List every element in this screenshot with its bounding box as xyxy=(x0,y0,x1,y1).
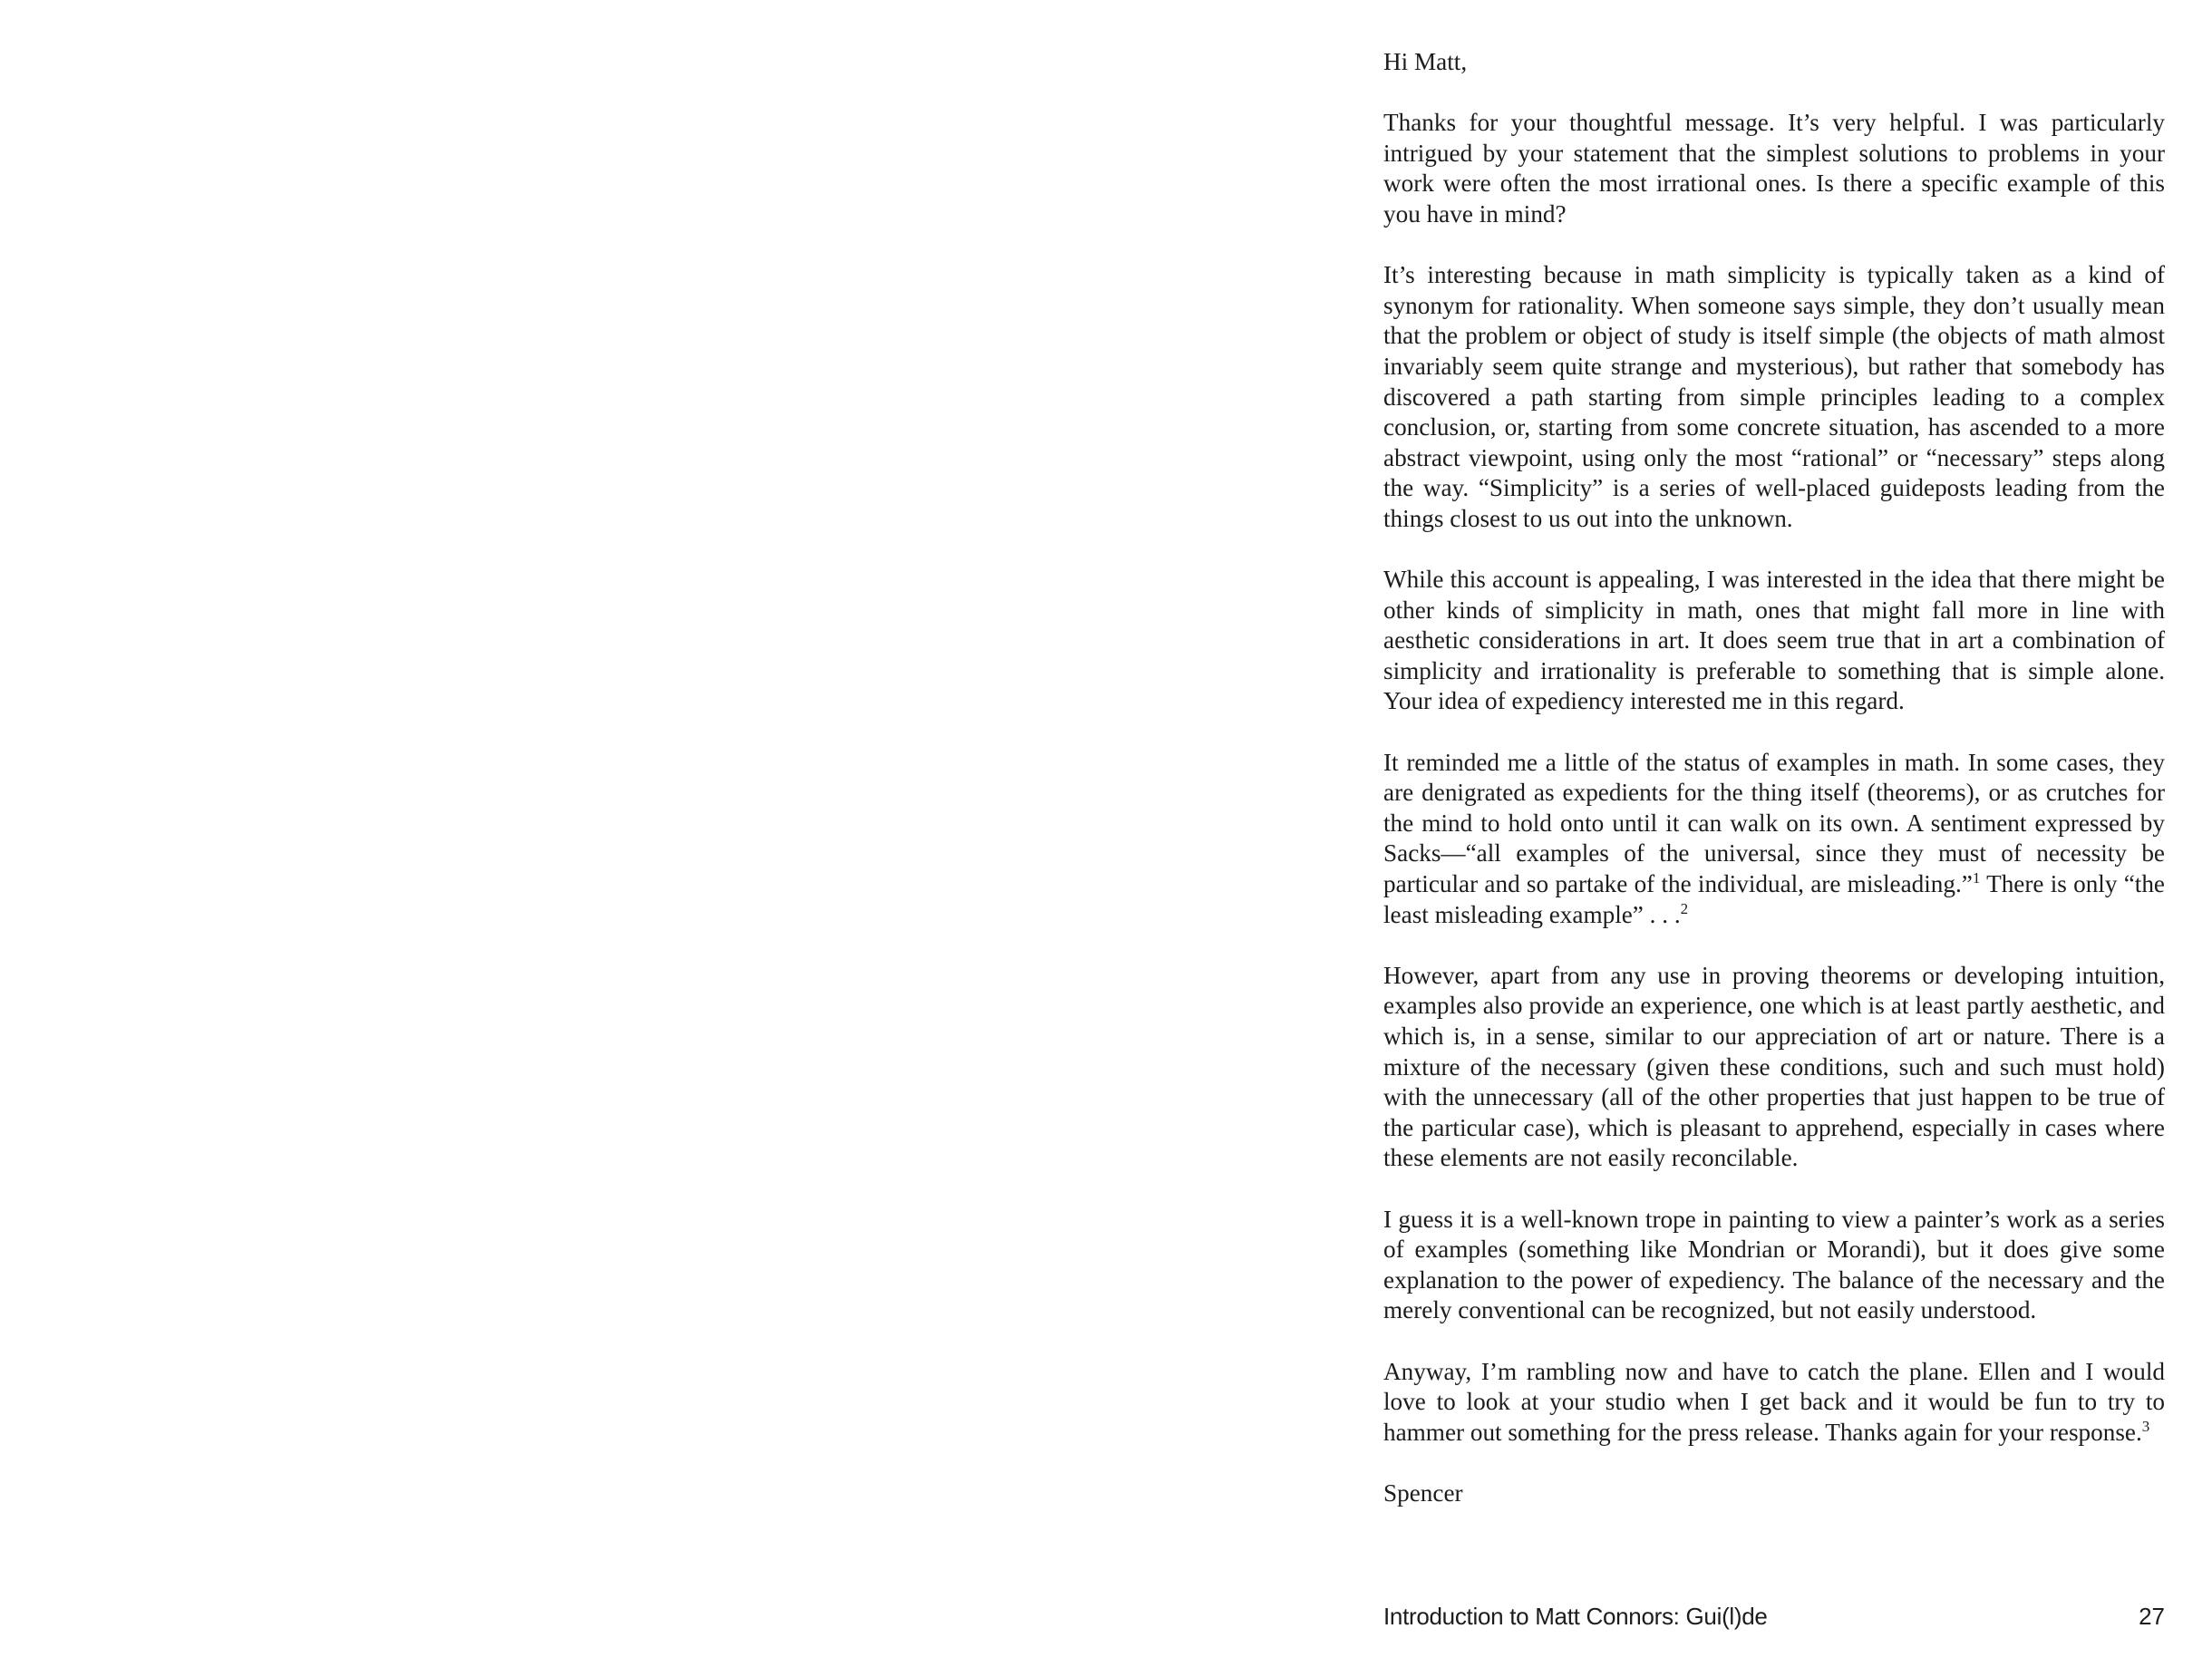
paragraph-closing-text: Anyway, I’m rambling now and have to catch the plane. Ellen and I would love to look at your studio when I get back and it would be fun to try to hammer out something for the press release. Thanks again for your response. xyxy=(1383,1357,2165,1446)
paragraph-examples-text-b: There is only “the least misleading example” . . . xyxy=(1383,870,2165,928)
page-footer xyxy=(1383,1603,2165,1635)
footnote-marker-1[interactable]: 1 xyxy=(1972,869,1981,887)
right-page xyxy=(1106,0,2212,1677)
paragraph-other-simplicity: While this account is appealing, I was interested in the idea that there might be other kinds of simplicity in math, ones that might fall more in line with aesthetic considerations in art. It does seem true that in art a combination of simplicity and irrationality is preferable to something that is simple alone. Your idea of expediency interested me in this regard. xyxy=(1383,566,2165,715)
paragraph-closing xyxy=(1383,1357,2165,1449)
paragraph-painting-trope: I guess it is a well-known trope in painting to view a painter’s work as a series of examples (something like Mondrian or Morandi), but it does give some explanation to the power of expediency. The balance of the necessary and the merely conventional can be recognized, but not easily understood. xyxy=(1383,1205,2165,1324)
running-title: Introduction to Matt Connors: Gui(l)de xyxy=(1383,1603,1768,1630)
letter-salutation: Hi Matt, xyxy=(1383,48,1468,75)
footnote-marker-3[interactable]: 3 xyxy=(2141,1417,2150,1435)
paragraph-examples-text-a: It reminded me a little of the status of examples in math. In some cases, they are denigrated as expedients for the thing itself (theorems), or as crutches for the mind to hold onto until it can walk on its own. A sentiment expressed by Sacks—“all examples of the universal, since they must of necessity be particular and so partake of the individual, are misleading.” xyxy=(1383,748,2165,898)
letter-signature: Spencer xyxy=(1383,1478,1463,1507)
paragraph-aesthetic-experience: However, apart from any use in proving theorems or developing intuition, examples also provide an experience, one which is at least partly aesthetic, and which is, in a sense, similar to our appreciation of art or nature. There is a mixture of the necessary (given these conditions, such and such must hold) with the unnecessary (all of the other properties that just happen to be true of the particular case), which is pleasant to apprehend, especially in cases where these elements are not easily reconcilable. xyxy=(1383,961,2165,1172)
letter-body xyxy=(1383,47,2165,1539)
paragraph-thanks: Thanks for your thoughtful message. It’s very helpful. I was particularly intrigued by your statement that the simplest solutions to problems in your work were often the most irrational ones. Is there a specific example of this you have in mind? xyxy=(1383,109,2165,228)
page-number: 27 xyxy=(2139,1603,2165,1630)
paragraph-simplicity-rationality: It’s interesting because in math simplicity is typically taken as a kind of synonym for rationality. When someone says simple, they don’t usually mean that the problem or object of study is itself simple (the objects of math almost invariably seem quite strange and mysterious), but rather that somebody has discovered a path starting from simple principles leading to a complex conclusion, or, starting from some concrete situation, has ascended to a more abstract viewpoint, using only the most “rational” or “necessary” steps along the way. “Simplicity” is a series of well-placed guideposts leading from the things closest to us out into the unknown. xyxy=(1383,261,2165,532)
paragraph-examples-status xyxy=(1383,748,2165,931)
footnote-marker-2[interactable]: 2 xyxy=(1680,899,1689,917)
